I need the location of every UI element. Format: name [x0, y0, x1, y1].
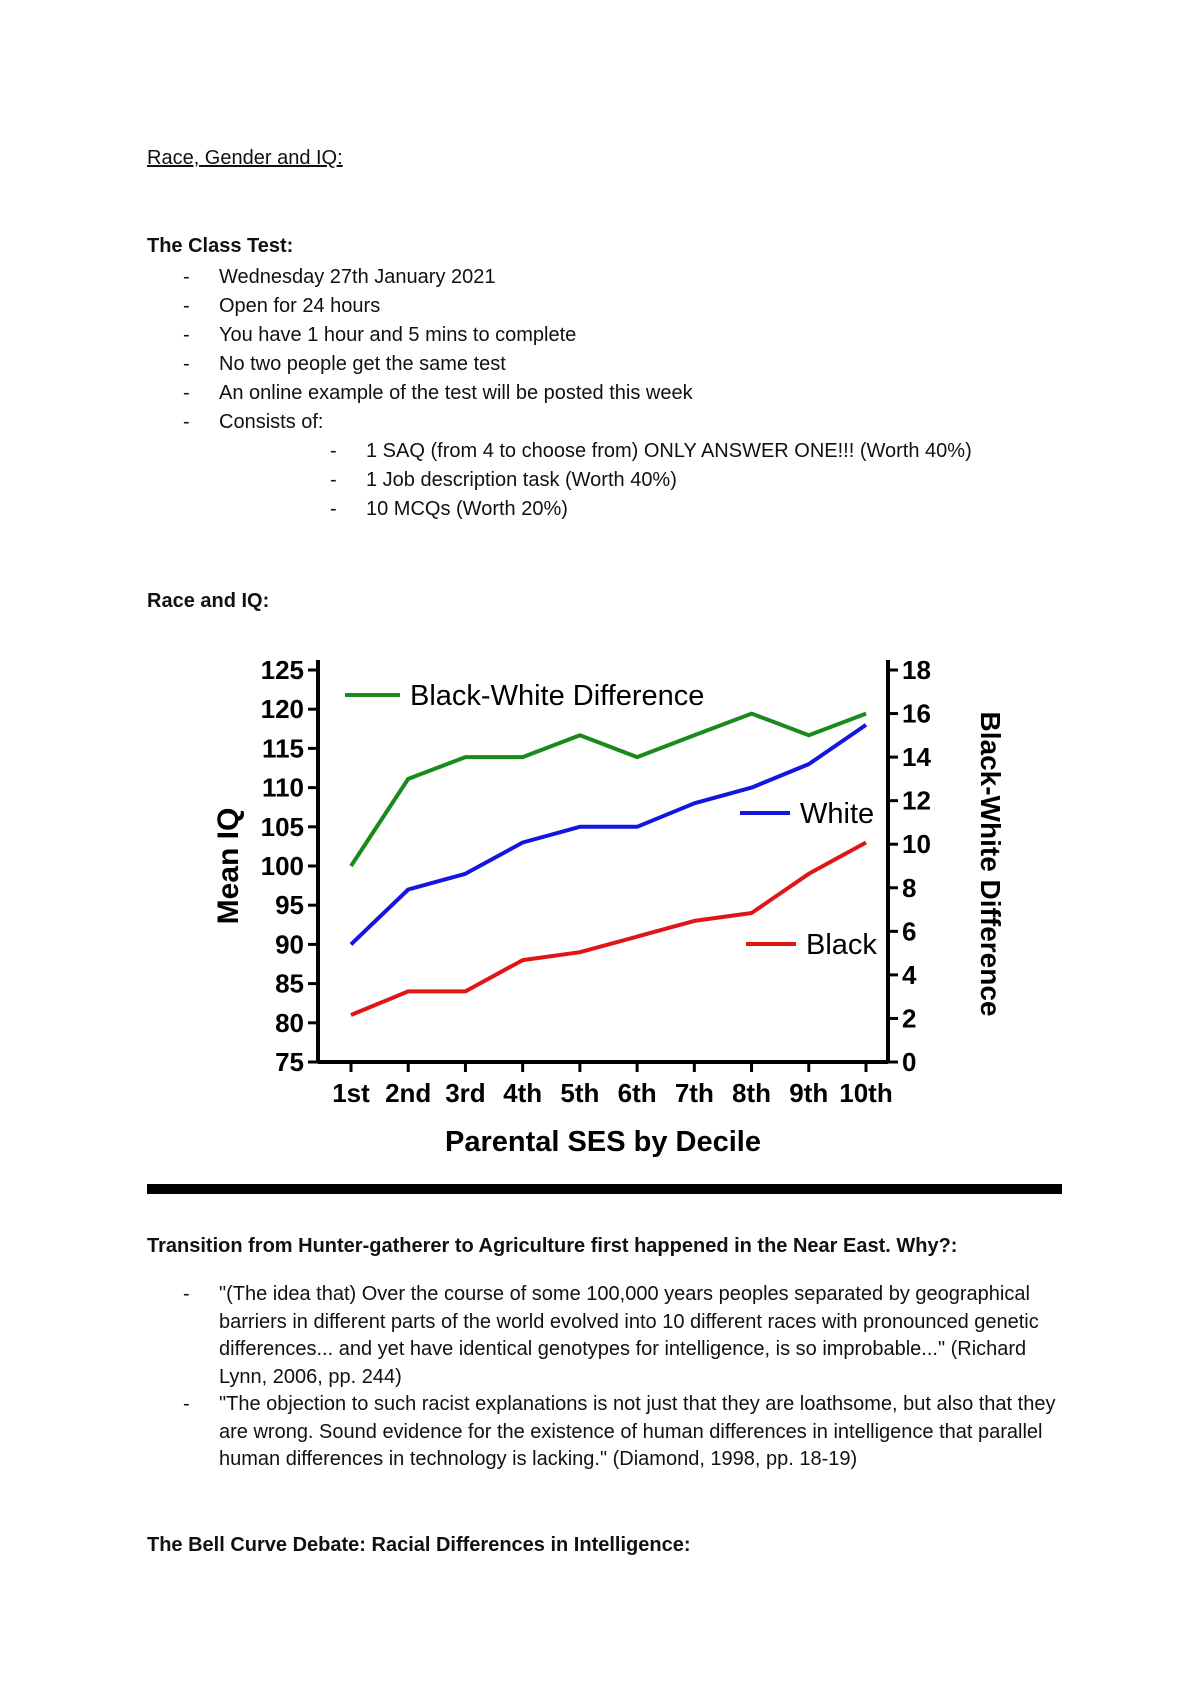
dash-bullet: -: [183, 1283, 190, 1305]
right-tick-label: 6: [902, 916, 917, 947]
x-tick-label: 6th: [617, 1078, 657, 1108]
class-test-list: [183, 263, 693, 437]
list-item: - 10 MCQs (Worth 20%): [366, 495, 972, 524]
quote-item: - "(The idea that) Over the course of some 100,000 years peoples separated by geographical barriers in different parts of the world evolved into 10 different races with pronounced genetic differences... and yet have identical genotypes for intelligence, is so improbable..." (Richard Lynn, 2006, pp. 244): [183, 1283, 1039, 1388]
legend-label: Black: [806, 929, 877, 961]
x-tick-label: 5th: [560, 1078, 600, 1108]
dash-bullet: -: [183, 1393, 190, 1415]
series-line-black: [351, 843, 866, 1016]
right-tick-label: 16: [902, 698, 931, 729]
bell-curve-heading: The Bell Curve Debate: Racial Differences in Intelligence:: [147, 1534, 691, 1556]
dash-bullet: -: [183, 353, 190, 375]
transition-heading: Transition from Hunter-gatherer to Agriculture first happened in the Near East. Why?:: [147, 1235, 958, 1257]
list-item: - An online example of the test will be posted this week: [219, 379, 693, 408]
right-tick-label: 0: [902, 1047, 917, 1077]
x-axis-title: Parental SES by Decile: [445, 1126, 761, 1158]
legend-label: White: [800, 798, 875, 830]
x-tick-label: 10th: [839, 1078, 893, 1108]
iq-line-chart: [200, 645, 1006, 1165]
list-item: - 1 SAQ (from 4 to choose from) ONLY ANSWER ONE!!! (Worth 40%): [366, 437, 972, 466]
document-title: Race, Gender and IQ:: [147, 147, 343, 169]
left-tick-label: 105: [260, 811, 304, 842]
right-tick-label: 18: [902, 655, 931, 685]
list-item: - No two people get the same test: [219, 350, 693, 379]
left-tick-label: 100: [260, 851, 304, 881]
x-tick-label: 3rd: [445, 1078, 486, 1108]
list-item: - Open for 24 hours: [219, 292, 693, 321]
left-tick-label: 125: [260, 655, 304, 685]
left-tick-label: 90: [275, 929, 304, 960]
y-axis-title: Mean IQ: [212, 807, 245, 925]
legend-label: Black-White Difference: [410, 680, 705, 712]
dash-bullet: -: [330, 469, 337, 491]
left-tick-label: 95: [275, 890, 304, 921]
right-tick-label: 4: [902, 959, 917, 990]
list-item: - 1 Job description task (Worth 40%): [366, 466, 972, 495]
list-item: - Wednesday 27th January 2021: [219, 263, 693, 292]
dash-bullet: -: [330, 498, 337, 520]
dash-bullet: -: [183, 324, 190, 346]
dash-bullet: -: [330, 440, 337, 462]
right-tick-label: 12: [902, 785, 931, 816]
right-tick-label: 2: [902, 1003, 917, 1034]
list-item: - You have 1 hour and 5 mins to complete: [219, 321, 693, 350]
x-tick-label: 1st: [332, 1078, 370, 1108]
race-iq-heading: Race and IQ:: [147, 590, 270, 612]
series-line-white: [351, 725, 866, 945]
dash-bullet: -: [183, 382, 190, 404]
y2-axis-title: Black-White Difference: [975, 711, 1006, 1017]
left-tick-label: 110: [262, 772, 304, 803]
x-tick-label: 7th: [674, 1078, 714, 1108]
right-tick-label: 14: [902, 742, 931, 773]
quote-item: - "The objection to such racist explanations is not just that they are loathsome, but also that they are wrong. Sound evidence for the existence of human differences in intelligence that parallel human differences in technology is lacking." (Diamond, 1998, pp. 18-19): [183, 1393, 1056, 1470]
horizontal-rule: [147, 1184, 1062, 1194]
series-line-black-white-difference: [351, 714, 866, 866]
left-tick-label: 85: [275, 968, 304, 999]
dash-bullet: -: [183, 411, 190, 433]
quotes-list: [183, 1281, 1069, 1474]
left-tick-label: 115: [262, 733, 304, 764]
left-tick-label: 75: [275, 1047, 304, 1077]
list-item: - Consists of:: [219, 408, 693, 437]
consists-of-list: [330, 437, 972, 524]
dash-bullet: -: [183, 295, 190, 317]
dash-bullet: -: [183, 266, 190, 288]
right-tick-label: 8: [902, 872, 917, 903]
x-tick-label: 8th: [732, 1078, 772, 1108]
left-tick-label: 80: [275, 1007, 304, 1038]
class-test-heading: The Class Test:: [147, 235, 294, 257]
x-tick-label: 2nd: [385, 1078, 432, 1108]
x-tick-label: 9th: [789, 1078, 829, 1108]
right-tick-label: 10: [902, 829, 931, 860]
left-tick-label: 120: [260, 694, 304, 725]
x-tick-label: 4th: [503, 1078, 543, 1108]
